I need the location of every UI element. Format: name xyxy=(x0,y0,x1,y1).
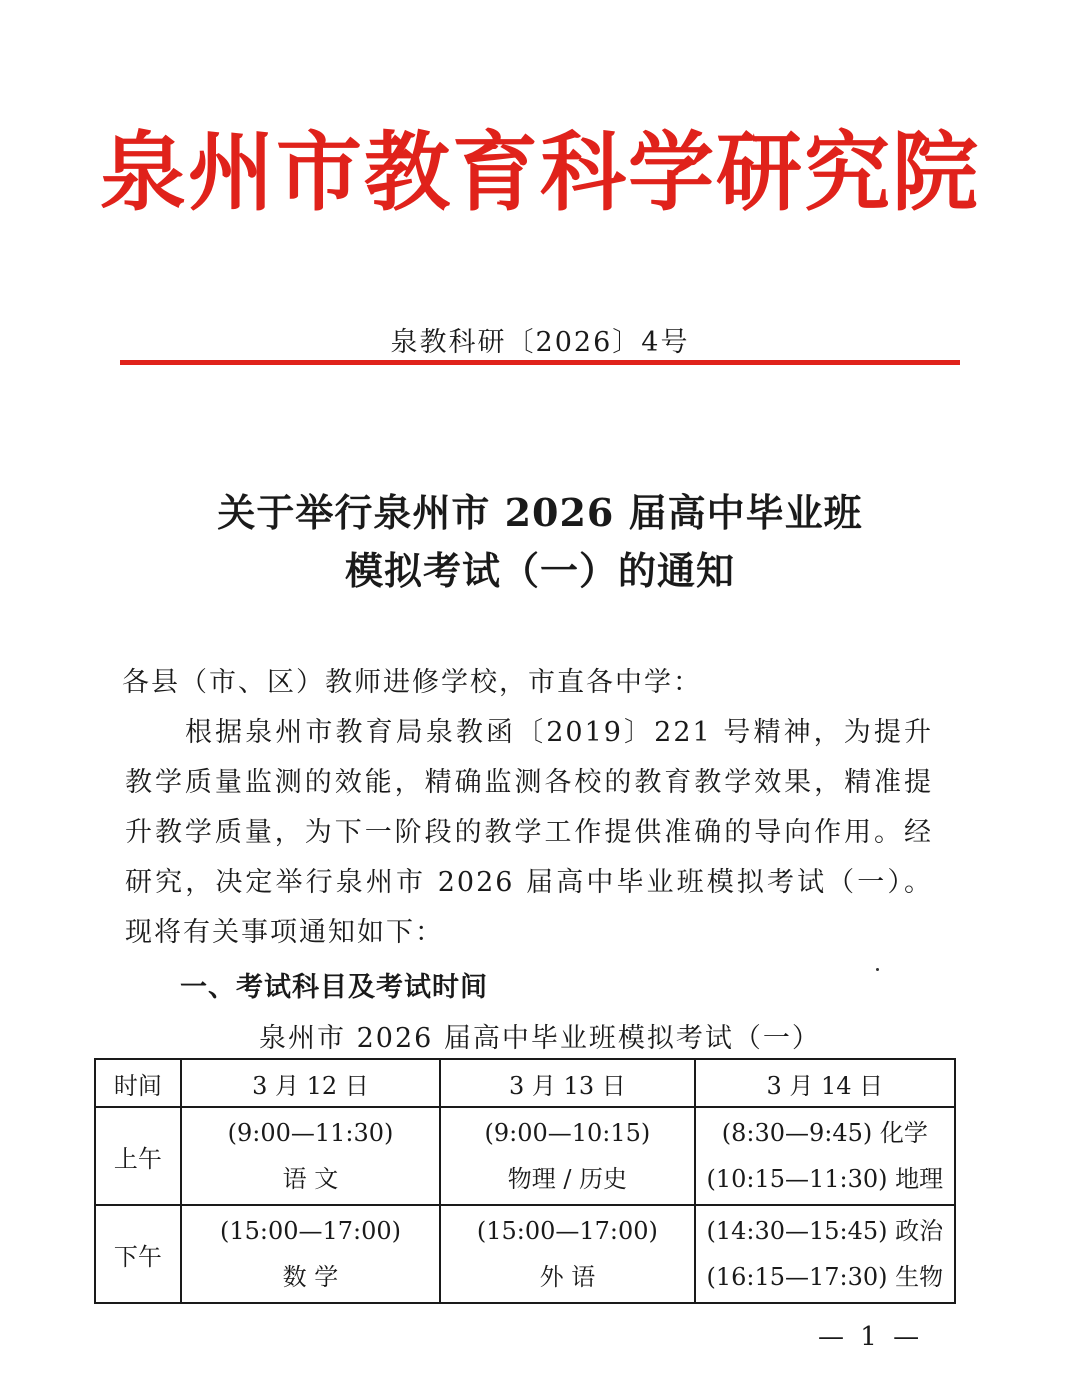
exam-time: (15:00—17:00) xyxy=(476,1217,658,1245)
table-header-row xyxy=(95,1059,955,1107)
table-row-afternoon xyxy=(95,1205,955,1303)
exam-subject: 数 学 xyxy=(282,1263,339,1291)
exam-time: (15:00—17:00) xyxy=(219,1217,402,1245)
notice-title-line-2: 模拟考试（一）的通知 xyxy=(344,548,735,593)
issuing-organization-title: 泉州市教育科学研究院 xyxy=(100,123,980,223)
scan-speck xyxy=(876,968,879,971)
red-header-divider xyxy=(120,360,960,365)
document-number: 泉教科研〔2026〕4号 xyxy=(390,327,690,358)
salutation: 各县（市、区）教师进修学校，市直各中学： xyxy=(122,667,702,698)
exam-slot: (14:30—15:45) 政治 xyxy=(706,1217,944,1245)
exam-schedule-table xyxy=(94,1058,956,1304)
header-day: 3 月 14 日 xyxy=(695,1059,955,1107)
period-label: 下午 xyxy=(95,1205,181,1303)
exam-slot: (10:15—11:30) 地理 xyxy=(706,1165,944,1193)
exam-subject: 外 语 xyxy=(539,1263,596,1291)
notice-title-line-1: 关于举行泉州市 2026 届高中毕业班 xyxy=(217,490,863,535)
table-row-morning xyxy=(95,1107,955,1205)
exam-time: (9:00—11:30) xyxy=(227,1119,394,1147)
schedule-cell xyxy=(695,1205,955,1303)
exam-slot: (16:15—17:30) 生物 xyxy=(706,1263,944,1291)
body-paragraph: 根据泉州市教育局泉教函〔2019〕221 号精神，为提升教学质量监测的效能，精确监测各校的教育教学效果，精准提升教学质量，为下一阶段的教学工作提供准确的导向作用。经研究，决定举行泉州市 2026 届高中毕业班模拟考试（一）。现将有关事项通知如下： xyxy=(125,717,933,948)
table-caption: 泉州市 2026 届高中毕业班模拟考试（一） xyxy=(259,1023,821,1054)
exam-subject: 物理 / 历史 xyxy=(507,1165,628,1193)
page-number: — 1 — xyxy=(818,1322,924,1352)
header-day: 3 月 13 日 xyxy=(440,1059,694,1107)
schedule-cell xyxy=(181,1107,440,1205)
schedule-cell xyxy=(440,1107,694,1205)
header-time: 时间 xyxy=(95,1059,181,1107)
schedule-cell xyxy=(440,1205,694,1303)
exam-time: (9:00—10:15) xyxy=(484,1119,651,1147)
header-day: 3 月 12 日 xyxy=(181,1059,440,1107)
schedule-cell xyxy=(695,1107,955,1205)
section-heading: 一、考试科目及考试时间 xyxy=(180,972,488,1003)
period-label: 上午 xyxy=(95,1107,181,1205)
exam-subject: 语 文 xyxy=(282,1165,339,1193)
schedule-cell xyxy=(181,1205,440,1303)
exam-slot: (8:30—9:45) 化学 xyxy=(721,1119,928,1147)
